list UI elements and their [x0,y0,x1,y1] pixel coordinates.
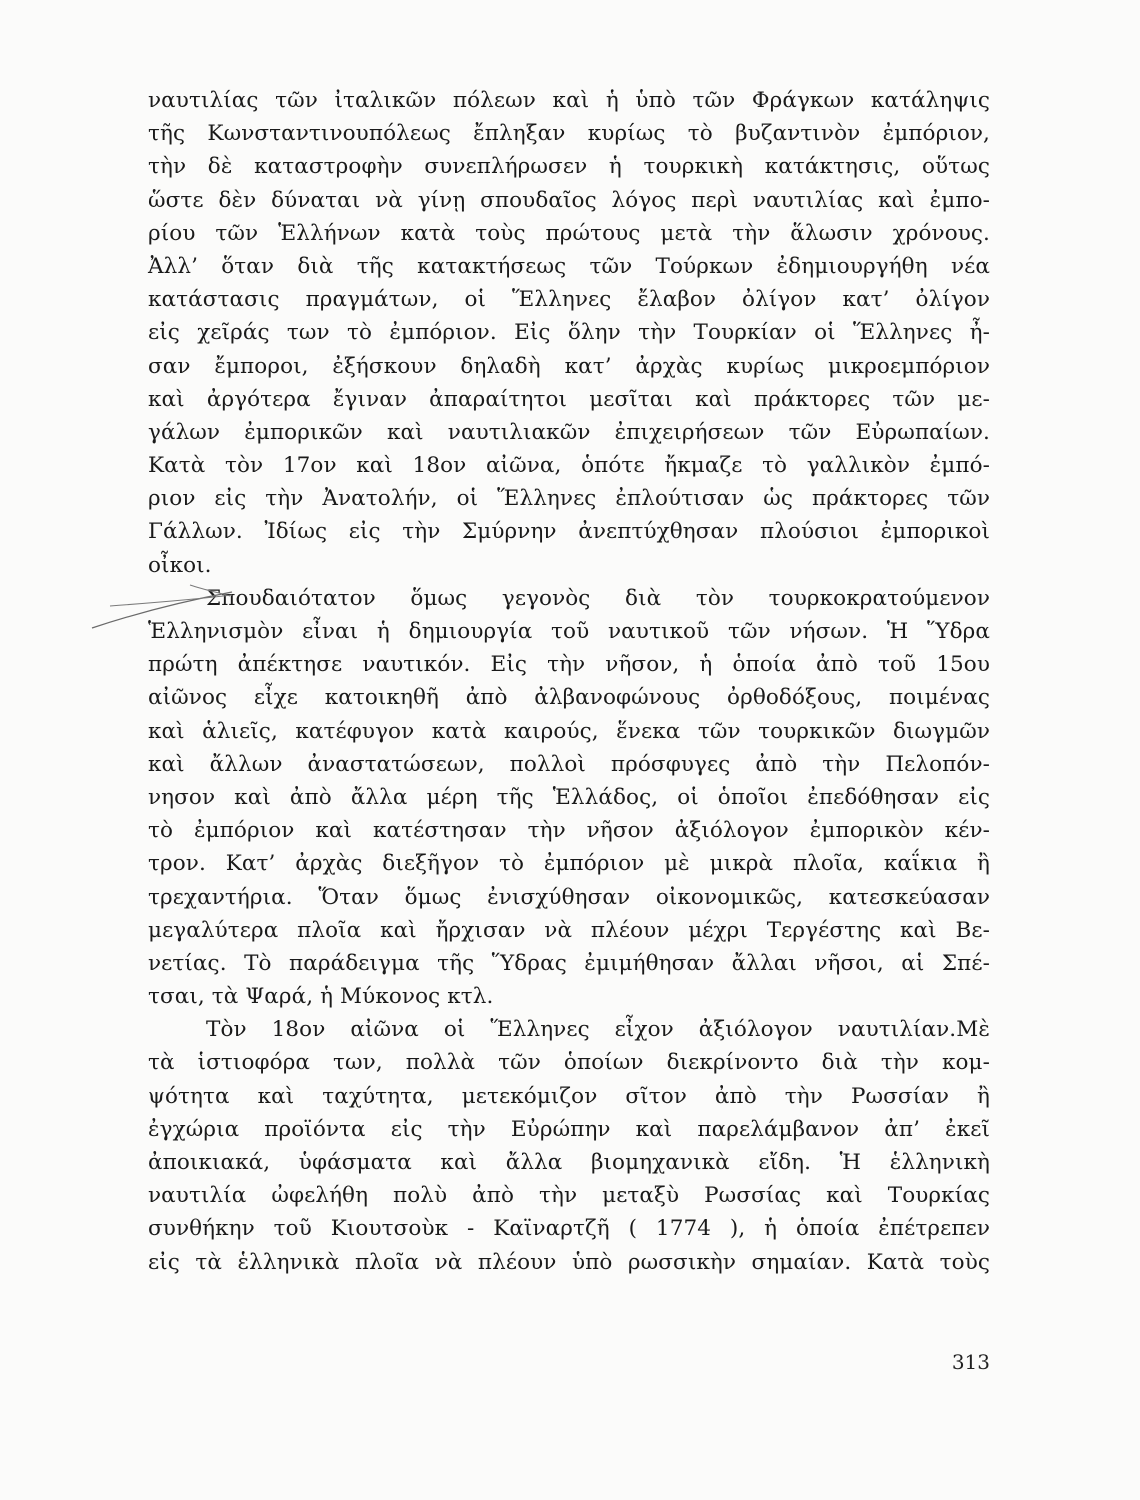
text-line: τὴν δὲ καταστροφὴν συνεπλήρωσεν ἡ τουρκικὴ κατάκτησις, οὕτως [148,154,990,180]
text-line: τῆς Κωνσταντινουπόλεως ἔπληξαν κυρίως τὸ βυζαντινὸν ἐμπόριον, [148,121,990,147]
text-line: καὶ ἀργότερα ἔγιναν ἀπαραίτητοι μεσῖται καὶ πράκτορες τῶν με- [148,386,990,412]
text-line: νησον καὶ ἀπὸ ἄλλα μέρη τῆς Ἑλλάδος, οἱ ὁποῖοι ἐπεδόθησαν εἰς [148,784,990,810]
text-line: ἀποικιακά, ὑφάσματα καὶ ἄλλα βιομηχανικὰ εἴδη. Ἡ ἑλληνικὴ [148,1150,990,1175]
text-line: ναυτιλία ὠφελήθη πολὺ ἀπὸ τὴν μεταξὺ Ρωσσίας καὶ Τουρκίας [148,1183,990,1209]
text-line: συνθήκην τοῦ Κιουτσοὺκ - Καϊναρτζῆ ( 1774 ), ἡ ὁποία ἐπέτρεπεν [148,1216,990,1242]
text-line: τρεχαντήρια. Ὅταν ὅμως ἐνισχύθησαν οἰκονομικῶς, κατεσκεύασαν [148,884,990,910]
text-line: Τὸν 18ον αἰῶνα οἱ Ἕλληνες εἶχον ἀξιόλογον ναυτιλίαν.Μὲ [206,1017,990,1043]
text-line: ναυτιλίας τῶν ἰταλικῶν πόλεων καὶ ἡ ὑπὸ τῶν Φράγκων κατάληψις [148,88,990,113]
text-line: ὥστε δὲν δύναται νὰ γίνῃ σπουδαῖος λόγος περὶ ναυτιλίας καὶ ἐμπο- [148,187,990,213]
text-line: Ἑλληνισμὸν εἶναι ἡ δημιουργία τοῦ ναυτικοῦ τῶν νήσων. Ἡ Ὕδρα [148,619,990,644]
page-number: 313 [951,1350,990,1374]
text-line: ψότητα καὶ ταχύτητα, μετεκόμιζον σῖτον ἀπὸ τὴν Ρωσσίαν ἢ [148,1083,990,1109]
text-line: καὶ ἄλλων ἀναστατώσεων, πολλοὶ πρόσφυγες ἀπὸ τὴν Πελοπόν- [148,751,990,777]
text-line: Ἀλλ’ ὅταν διὰ τῆς κατακτήσεως τῶν Τούρκων ἐδημιουργήθη νέα [148,253,990,279]
text-line: τὸ ἐμπόριον καὶ κατέστησαν τὴν νῆσον ἀξιόλογον ἐμπορικὸν κέν- [148,818,990,844]
text-line: κατάστασις πραγμάτων, οἱ Ἕλληνες ἔλαβον ὀλίγον κατ’ ὀλίγον [148,287,990,313]
text-line: πρώτη ἀπέκτησε ναυτικόν. Εἰς τὴν νῆσον, ἡ ὁποία ἀπὸ τοῦ 15ου [148,652,990,678]
text-line: εἰς τὰ ἑλληνικὰ πλοῖα νὰ πλέουν ὑπὸ ρωσσικὴν σημαίαν. Κατὰ τοὺς [148,1249,990,1275]
text-line: Γάλλων. Ἰδίως εἰς τὴν Σμύρνην ἀνεπτύχθησαν πλούσιοι ἐμπορικοὶ [148,519,990,545]
text-line: εἰς χεῖράς των τὸ ἐμπόριον. Εἰς ὅλην τὴν Τουρκίαν οἱ Ἕλληνες ἦ- [148,320,990,346]
text-line: νετίας. Τὸ παράδειγμα τῆς Ὕδρας ἐμιμήθησαν ἄλλαι νῆσοι, αἱ Σπέ- [148,950,990,976]
text-line: τὰ ἱστιοφόρα των, πολλὰ τῶν ὁποίων διεκρίνοντο διὰ τὴν κομ- [148,1050,990,1076]
text-line: ρίου τῶν Ἑλλήνων κατὰ τοὺς πρώτους μετὰ τὴν ἅλωσιν χρόνους. [148,220,990,246]
text-line: τρον. Κατ’ ἀρχὰς διεξῆγον τὸ ἐμπόριον μὲ μικρὰ πλοῖα, καΐκια ἢ [148,851,990,877]
text-line: μεγαλύτερα πλοῖα καὶ ἤρχισαν νὰ πλέουν μέχρι Τεργέστης καὶ Βε- [148,917,990,943]
text-line: σαν ἔμποροι, ἐξήσκουν δηλαδὴ κατ’ ἀρχὰς κυρίως μικροεμπόριον [148,353,990,379]
text-line: ἐγχώρια προϊόντα εἰς τὴν Εὐρώπην καὶ παρελάμβανον ἀπ’ ἐκεῖ [148,1116,990,1142]
text-line: αἰῶνος εἶχε κατοικηθῆ ἀπὸ ἀλβανοφώνους ὀρθοδόξους, ποιμένας [148,685,990,711]
text-line: Κατὰ τὸν 17ον καὶ 18ον αἰῶνα, ὁπότε ἤκμαζε τὸ γαλλικὸν ἐμπό- [148,453,990,479]
text-line: οἶκοι. [148,552,212,578]
text-line: Σπουδαιότατον ὅμως γεγονὸς διὰ τὸν τουρκοκρατούμενον [206,585,990,611]
text-line: καὶ ἁλιεῖς, κατέφυγον κατὰ καιρούς, ἕνεκα τῶν τουρκικῶν διωγμῶν [148,718,990,744]
text-line: ριον εἰς τὴν Ἀνατολήν, οἱ Ἕλληνες ἐπλούτισαν ὡς πράκτορες τῶν [148,486,990,512]
text-line: τσαι, τὰ Ψαρά, ἡ Μύκονος κτλ. [148,984,494,1010]
body-text [148,84,990,1279]
text-line: γάλων ἐμπορικῶν καὶ ναυτιλιακῶν ἐπιχειρήσεων τῶν Εὐρωπαίων. [148,419,990,445]
